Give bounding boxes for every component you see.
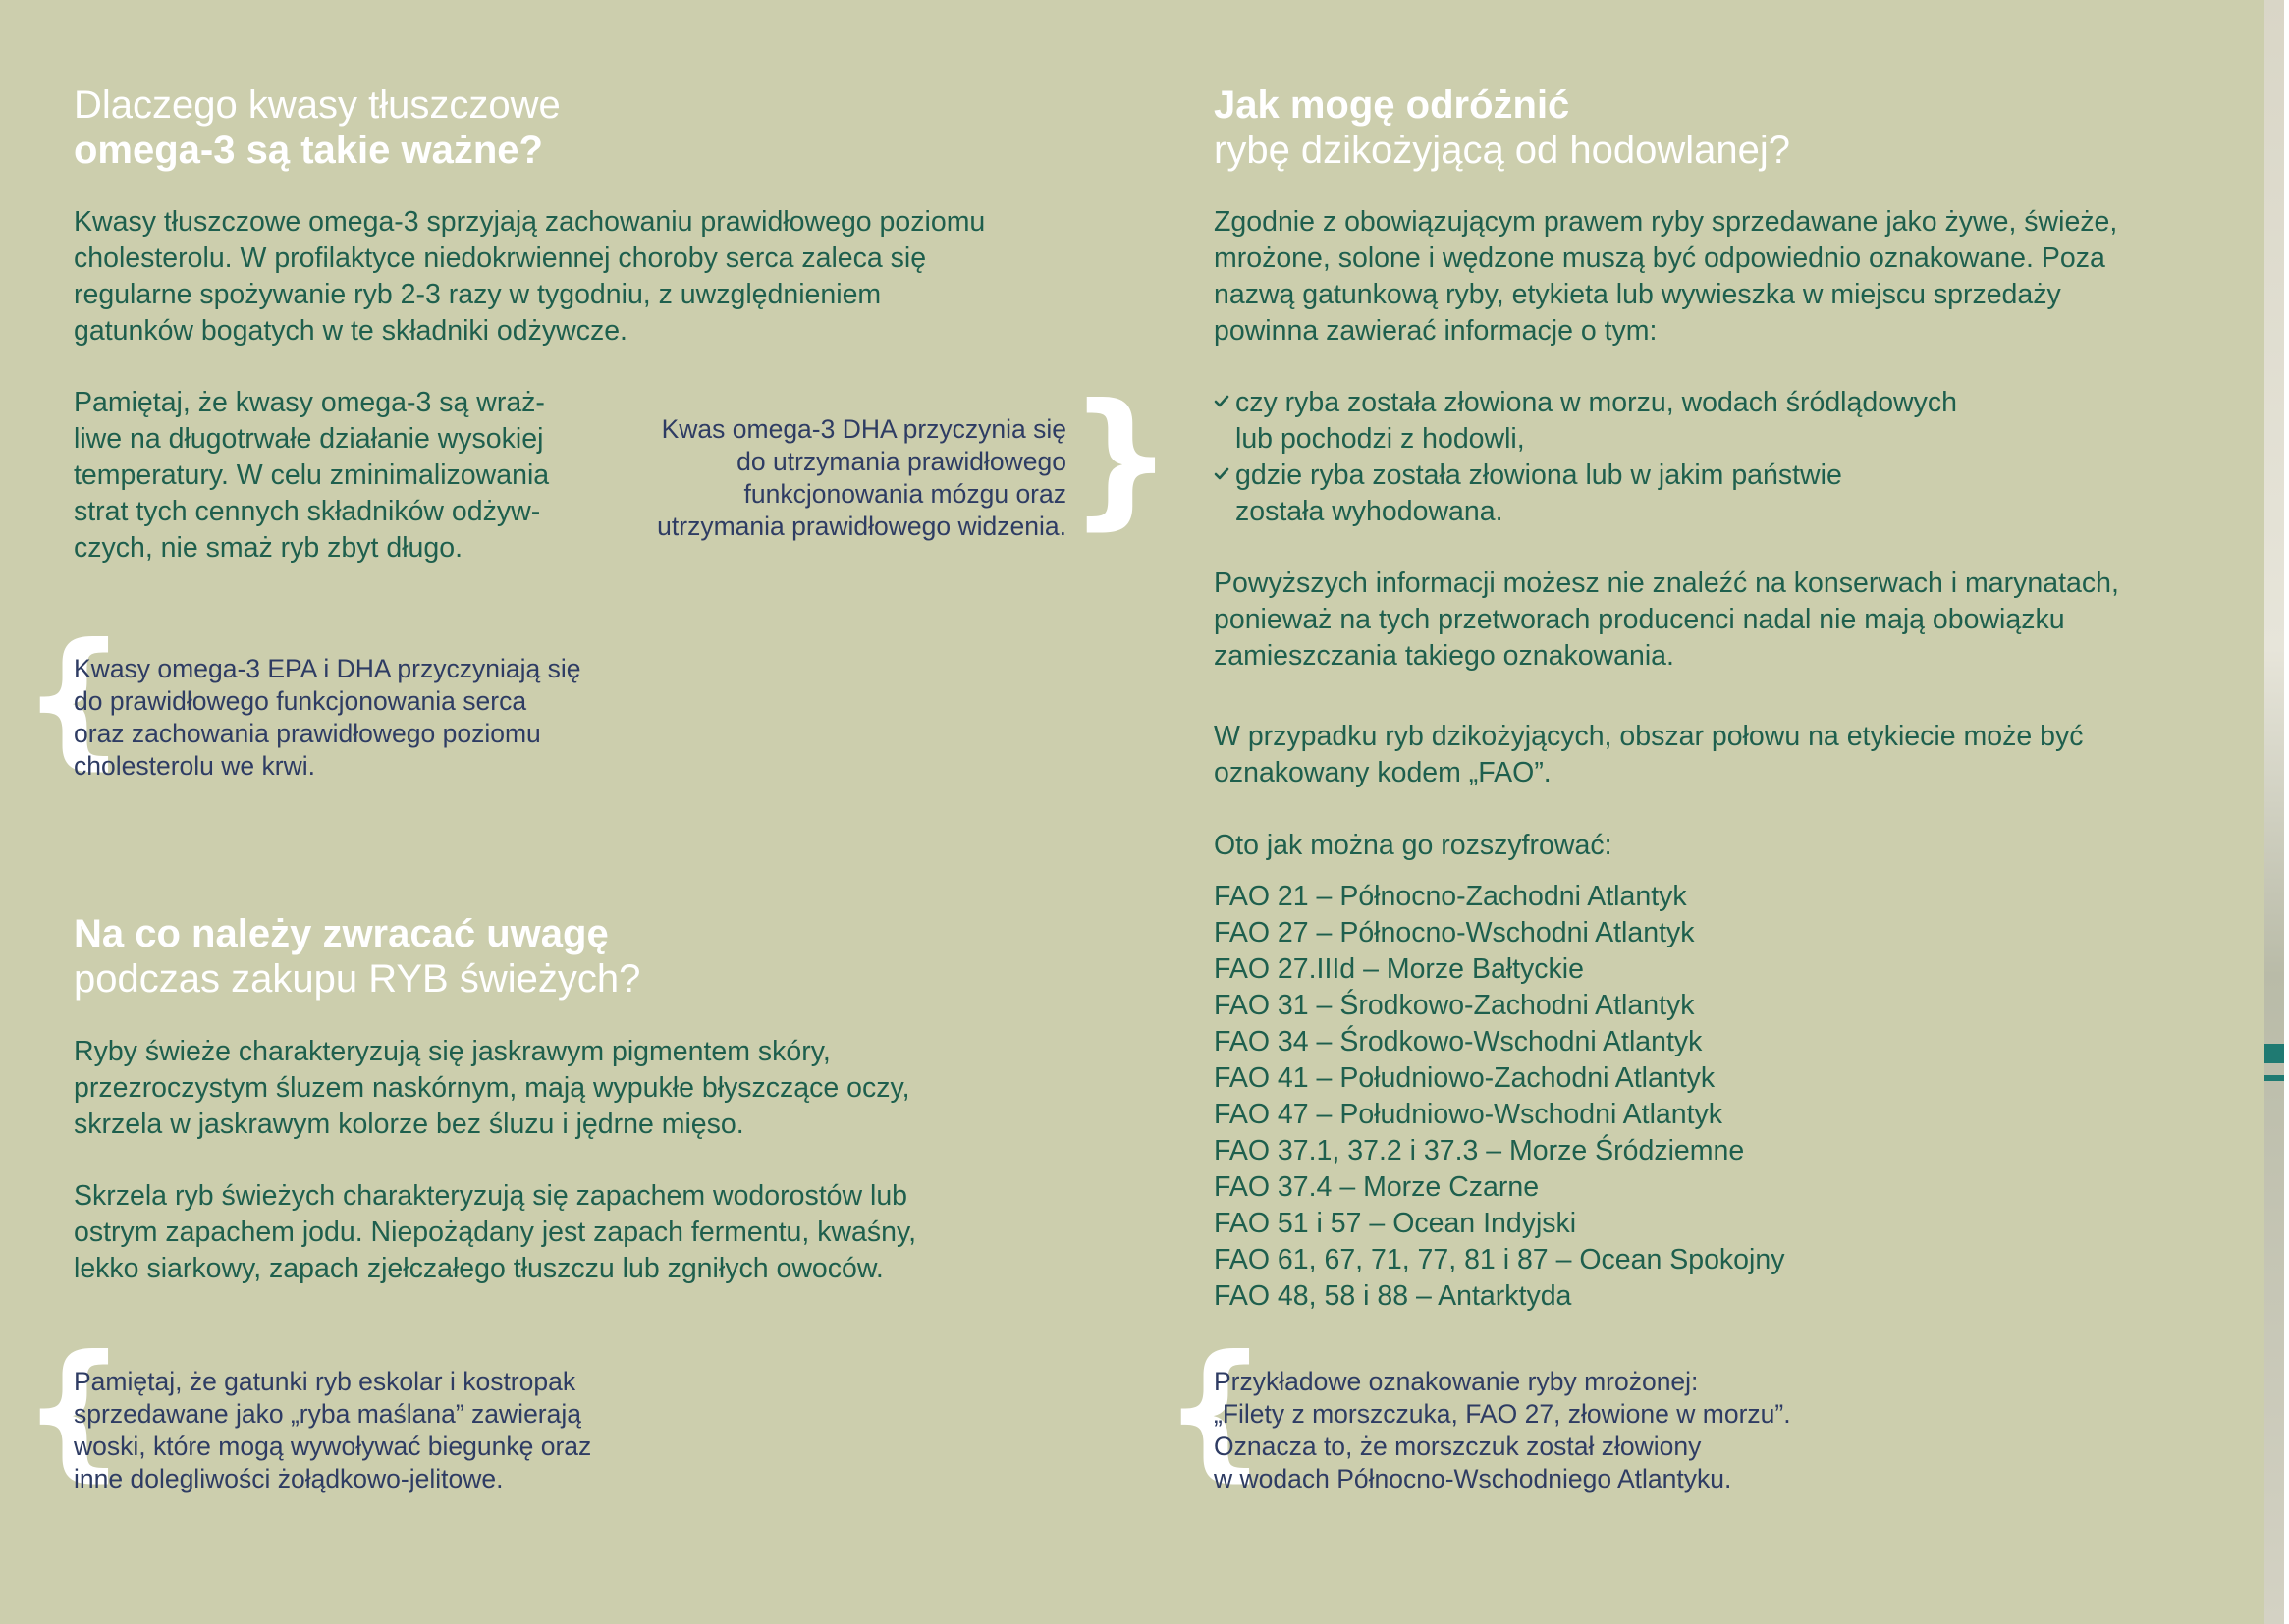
fao-list-item: FAO 37.4 – Morze Czarne — [1214, 1171, 1540, 1203]
note-line: woski, które mogą wywoływać biegunkę oraz — [74, 1432, 592, 1461]
fao-list — [1214, 879, 1784, 1315]
text-line: temperatury. W celu zminimalizowania — [74, 460, 550, 491]
omega3-paragraph — [74, 204, 985, 350]
text-line: ostrym zapachem jodu. Niepożądany jest zapach fermentu, kwaśny, — [74, 1217, 917, 1248]
text-line: skrzela w jaskrawym kolorze bez śluzu i jędrne mięso. — [74, 1109, 744, 1140]
fao-list-item: FAO 61, 67, 71, 77, 81 i 87 – Ocean Spokojny — [1214, 1244, 1785, 1275]
text-line: Zgodnie z obowiązującym prawem ryby sprzedawane jako żywe, świeże, — [1214, 206, 2118, 238]
text-line: liwe na długotrwałe działanie wysokiej — [74, 423, 544, 455]
fao-code-paragraph — [1214, 719, 2083, 791]
note-line: do prawidłowego funkcjonowania serca — [74, 686, 527, 716]
text-line: Skrzela ryb świeżych charakteryzują się zapachem wodorostów lub — [74, 1180, 908, 1212]
text-line: mrożone, solone i wędzone muszą być odpowiednio oznakowane. Poza — [1214, 243, 2105, 274]
text-line: ponieważ na tych przetworach producenci nadal nie mają obowiązku — [1214, 604, 2065, 635]
text-line: strat tych cennych składników odżyw- — [74, 496, 541, 527]
checkmark-icon — [1214, 466, 1229, 482]
note-line: Kwasy omega-3 EPA i DHA przyczyniają się — [74, 654, 581, 683]
note-line: sprzedawane jako „ryba maślana” zawierają — [74, 1399, 581, 1429]
fao-list-item: FAO 51 i 57 – Ocean Indyjski — [1214, 1208, 1577, 1239]
fao-list-item: FAO 47 – Południowo-Wschodni Atlantyk — [1214, 1099, 1723, 1130]
preserves-paragraph — [1214, 566, 2119, 675]
omega3-remember-paragraph — [74, 385, 549, 567]
fao-list-item: FAO 27 – Północno-Wschodni Atlantyk — [1214, 917, 1695, 948]
heading-line: Na co należy zwracać uwagę — [74, 912, 609, 955]
heading-line: rybę dzikożyjącą od hodowlanej? — [1214, 129, 1791, 172]
left-curly-brace-icon: { — [22, 1325, 127, 1495]
heading-line: omega-3 są takie ważne? — [74, 129, 543, 172]
right-curly-brace-icon: } — [1068, 373, 1173, 544]
example-label-note — [1214, 1366, 1791, 1495]
note-line: utrzymania prawidłowego widzenia. — [657, 512, 1066, 541]
note-line: „Filety z morszczuka, FAO 27, złowione w morzu”. — [1214, 1399, 1791, 1429]
wild-vs-farmed-heading — [1214, 82, 1790, 173]
epa-dha-note — [74, 653, 580, 783]
fao-list-item: FAO 48, 58 i 88 – Antarktyda — [1214, 1280, 1572, 1312]
page-edge-accent — [2264, 1044, 2284, 1063]
note-line: do utrzymania prawidłowego — [736, 447, 1066, 476]
omega3-heading — [74, 82, 561, 173]
left-curly-brace-icon: { — [22, 613, 127, 784]
list-item-line: gdzie ryba została złowiona lub w jakim państwie — [1235, 460, 1842, 491]
butterfish-note — [74, 1366, 591, 1495]
left-curly-brace-icon: { — [1163, 1325, 1268, 1495]
fao-list-item: FAO 37.1, 37.2 i 37.3 – Morze Śródziemne — [1214, 1135, 1745, 1166]
text-line: Powyższych informacji możesz nie znaleźć na konserwach i marynatach, — [1214, 568, 2119, 599]
gills-paragraph — [74, 1178, 916, 1287]
page-edge-accent — [2264, 1075, 2284, 1081]
text-line: zamieszczania takiego oznakowania. — [1214, 640, 1674, 672]
list-item-line: została wyhodowana. — [1235, 496, 1503, 527]
text-line: gatunków bogatych w te składniki odżywcze. — [74, 315, 627, 347]
decode-intro: Oto jak można go rozszyfrować: — [1214, 830, 1612, 861]
heading-line: podczas zakupu RYB świeżych? — [74, 957, 641, 1001]
text-line: powinna zawierać informacje o tym: — [1214, 315, 1658, 347]
text-line: W przypadku ryb dzikożyjących, obszar połowu na etykiecie może być — [1214, 721, 2084, 752]
text-line: Pamiętaj, że kwasy omega-3 są wraż- — [74, 387, 545, 418]
dha-note — [550, 413, 1066, 543]
note-line: Przykładowe oznakowanie ryby mrożonej: — [1214, 1367, 1699, 1396]
text-line: oznakowany kodem „FAO”. — [1214, 757, 1552, 788]
note-line: funkcjonowania mózgu oraz — [743, 479, 1066, 509]
text-line: regularne spożywanie ryb 2-3 razy w tygodniu, z uwzględnieniem — [74, 279, 882, 310]
labeling-paragraph — [1214, 204, 2117, 350]
checkmark-icon — [1214, 394, 1229, 409]
text-line: cholesterolu. W profilaktyce niedokrwiennej choroby serca zaleca się — [74, 243, 927, 274]
note-line: Oznacza to, że morszczuk został złowiony — [1214, 1432, 1702, 1461]
text-line: Kwasy tłuszczowe omega-3 sprzyjają zachowaniu prawidłowego poziomu — [74, 206, 986, 238]
list-item — [1214, 385, 1957, 458]
text-line: nazwą gatunkową ryby, etykieta lub wywieszka w miejscu sprzedaży — [1214, 279, 2061, 310]
fresh-fish-heading — [74, 911, 640, 1001]
fao-list-item: FAO 27.IIId – Morze Bałtyckie — [1214, 953, 1584, 985]
label-requirements-list — [1214, 385, 1957, 530]
list-item-line: czy ryba została złowiona w morzu, wodach śródlądowych — [1235, 387, 1957, 418]
note-line: Pamiętaj, że gatunki ryb eskolar i kostropak — [74, 1367, 576, 1396]
list-item-line: lub pochodzi z hodowli, — [1235, 423, 1525, 455]
text-line: przezroczystym śluzem naskórnym, mają wypukłe błyszczące oczy, — [74, 1072, 910, 1104]
page-edge-photo — [2264, 0, 2284, 1624]
heading-line: Jak mogę odróżnić — [1214, 83, 1570, 127]
fao-list-item: FAO 41 – Południowo-Zachodni Atlantyk — [1214, 1062, 1716, 1094]
note-line: cholesterolu we krwi. — [74, 751, 315, 781]
note-line: Kwas omega-3 DHA przyczynia się — [661, 414, 1066, 444]
heading-line: Dlaczego kwasy tłuszczowe — [74, 83, 561, 127]
fao-list-item: FAO 21 – Północno-Zachodni Atlantyk — [1214, 881, 1687, 912]
note-line: oraz zachowania prawidłowego poziomu — [74, 719, 541, 748]
text-line: Ryby świeże charakteryzują się jaskrawym pigmentem skóry, — [74, 1036, 831, 1067]
note-line: w wodach Północno-Wschodniego Atlantyku. — [1214, 1464, 1732, 1493]
note-line: inne dolegliwości żołądkowo-jelitowe. — [74, 1464, 504, 1493]
text-line: czych, nie smaż ryb zbyt długo. — [74, 532, 463, 564]
fao-list-item: FAO 34 – Środkowo-Wschodni Atlantyk — [1214, 1026, 1703, 1057]
fao-list-item: FAO 31 – Środkowo-Zachodni Atlantyk — [1214, 990, 1695, 1021]
list-item — [1214, 458, 1957, 530]
fresh-fish-paragraph — [74, 1034, 910, 1143]
text-line: lekko siarkowy, zapach zjełczałego tłuszczu lub zgniłych owoców. — [74, 1253, 884, 1284]
